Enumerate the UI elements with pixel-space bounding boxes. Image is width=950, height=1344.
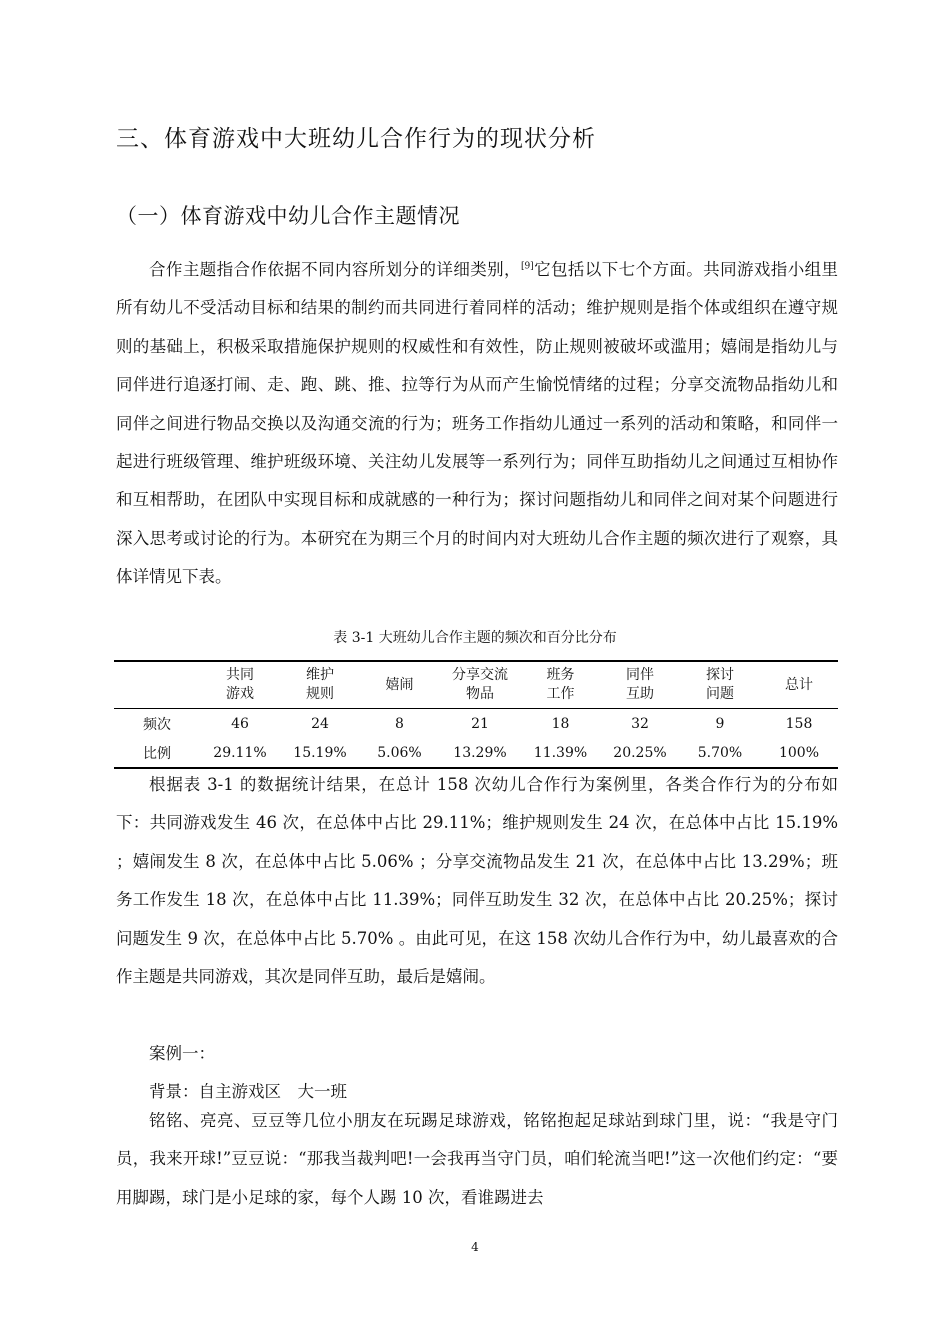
header-cell: 班务工作 [521,661,600,709]
table-cell: 20.25% [613,744,667,761]
table-cell: 13.29% [453,744,507,761]
header-cell: 共同游戏 [200,661,280,709]
header-cell: 维护规则 [280,661,360,709]
table-cell: 32 [631,715,649,732]
section-title: 三、体育游戏中大班幼儿合作行为的现状分析 [116,126,596,152]
header-cell: 总计 [760,661,838,709]
table-cell: 46 [231,715,249,732]
table-cell: 15.19% [293,744,347,761]
header-cell: 探讨问题 [680,661,760,709]
header-cell: 分享交流物品 [439,661,521,709]
table-row-percentage [114,738,838,768]
table-cell: 18 [551,715,570,732]
case-label: 案例一： [149,1044,215,1063]
analysis-paragraph: 根据表 3-1 的数据统计结果，在总计 158 次幼儿合作行为案例里，各类合作行为的分布如下：共同游戏发生 46 次，在总体中占比 29.11%；维护规则发生 24 次，在总体中占比 15.19% ；嬉闹发生 8 次，在总体中占比 5.06% ；分享交流物品发生 21 次，在总体中占比 13.29%；班务工作发生 18 次，在总体中占比 11.39%；同伴互助发生 32 次，在总体中占比 20.25%；探讨问题发生 9 次，在总体中占比 5.70% 。由此可见，在这 158 次幼儿合作行为中，幼儿最喜欢的合作主题是共同游戏，其次是同伴互助，最后是嬉闹。 [116,775,838,987]
row-label: 频次 [143,716,171,733]
table-cell: 9 [715,715,725,732]
table-cell: 21 [471,715,489,732]
intro-paragraph [116,251,838,597]
table-cell: 24 [311,715,329,732]
header-cell: 嬉闹 [360,661,439,709]
table-cell: 29.11% [213,744,267,761]
page-number: 4 [471,1240,479,1254]
table-cell: 5.70% [697,744,743,761]
table-cell: 11.39% [533,744,588,761]
table-cell: 100% [778,744,820,761]
table-caption: 表 3-1 大班幼儿合作主题的频次和百分比分布 [333,630,617,646]
intro-text-part1: 合作主题指合作依据不同内容所划分的详细类别， [149,260,521,279]
header-cell: 同伴互助 [600,661,680,709]
table-row-frequency [114,709,838,739]
cooperation-theme-table [114,660,838,769]
sub-section-title: （一）体育游戏中幼儿合作主题情况 [116,204,460,228]
table-cell: 158 [785,715,813,732]
table-cell: 8 [395,715,404,732]
citation-reference[interactable]: [9] [520,261,534,272]
intro-text-part2: 它包括以下七个方面。共同游戏指小组里所有幼儿不受活动目标和结果的制约而共同进行着同样的活动；维护规则是指个体或组织在遵守规则的基础上，积极采取措施保护规则的权威性和有效性，防止规则被破坏或滥用；嬉闹是指幼儿与同伴进行追逐打闹、走、跑、跳、推、拉等行为从而产生愉悦情绪的过程；分享交流物品指幼儿和同伴之间进行物品交换以及沟通交流的行为；班务工作指幼儿通过一系列的活动和策略，和同伴一起进行班级管理、维护班级环境、关注幼儿发展等一系列行为；同伴互助指幼儿之间通过互相协作和互相帮助，在团队中实现目标和成就感的一种行为；探讨问题指幼儿和同伴之间对某个问题进行深入思考或讨论的行为。本研究在为期三个月的时间内对大班幼儿合作主题的频次进行了观察，具体详情见下表。 [116,260,838,587]
header-cell [114,661,200,709]
case-description: 铭铭、亮亮、豆豆等几位小朋友在玩踢足球游戏，铭铭抱起足球站到球门里，说：“我是守门员，我来开球!”豆豆说：“那我当裁判吧!一会我再当守门员，咱们轮流当吧!”这一次他们约定：“要用脚踢，球门是小足球的家，每个人踢 10 次，看谁踢进去 [116,1111,838,1207]
table-header-row [114,661,838,709]
case-background: 背景：自主游戏区 大一班 [149,1082,347,1101]
table-cell: 5.06% [377,744,422,761]
row-label: 比例 [143,745,171,762]
